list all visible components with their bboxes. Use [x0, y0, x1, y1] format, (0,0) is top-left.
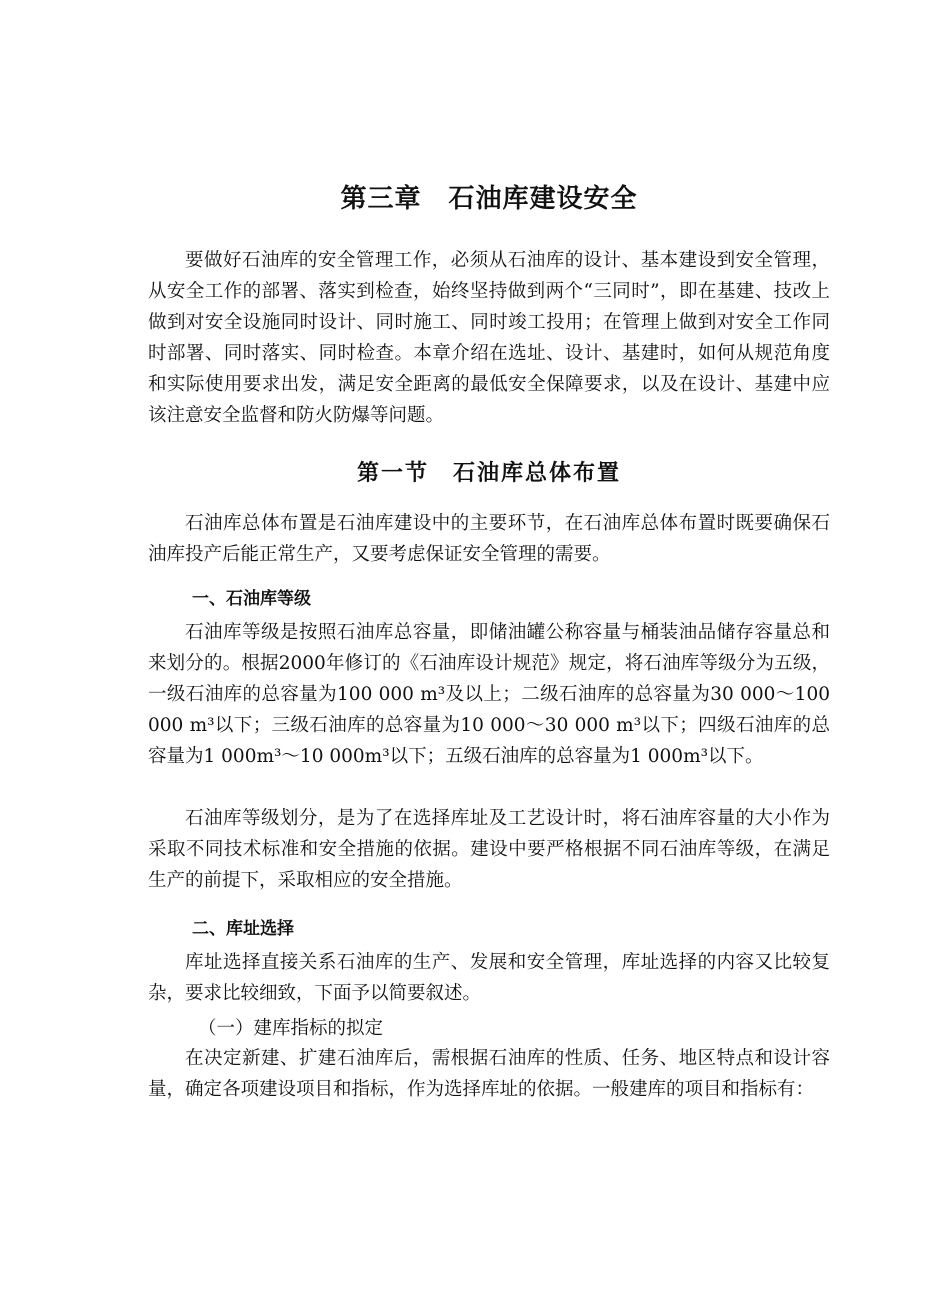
paragraph-grade-definition: 石油库等级是按照石油库总容量，即储油罐公称容量与桶装油品储存容量总和来划分的。根据2000年修订的《石油库设计规范》规定，将石油库等级分为五级，一级石油库的总容量为100 000 m³及以上；二级石油库的总容量为30 000～100 000 m³以下；三级石油库的总容量为10 000～30 000 m³以下；四级石油库的总容量为1 000m³～10 000m³以下；五级石油库的总容量为1 000m³以下。	[148, 622, 830, 767]
section-title: 第一节 石油库总体布置	[356, 460, 621, 486]
subheading-construction-indicators: （一）建库指标的拟定	[198, 1018, 384, 1039]
heading-oil-depot-grades: 一、石油库等级	[192, 589, 311, 609]
paragraph-grade-purpose: 石油库等级划分，是为了在选择库址及工艺设计时，将石油库容量的大小作为采取不同技术标准和安全措施的依据。建设中要严格根据不同石油库等级，在满足生产的前提下，采取相应的安全措施。	[148, 808, 830, 891]
chapter-intro-paragraph: 要做好石油库的安全管理工作，必须从石油库的设计、基本建设到安全管理，从安全工作的部署、落实到检查，始终坚持做到两个“三同时”，即在基建、技改上做到对安全设施同时设计、同时施工、同时竣工投用；在管理上做到对安全工作同时部署、同时落实、同时检查。本章介绍在选址、设计、基建时，如何从规范角度和实际使用要求出发，满足安全距离的最低安全保障要求，以及在设计、基建中应该注意安全监督和防火防爆等问题。	[148, 250, 830, 426]
section-intro-paragraph: 石油库总体布置是石油库建设中的主要环节，在石油库总体布置时既要确保石油库投产后能正常生产，又要考虑保证安全管理的需要。	[148, 513, 830, 565]
paragraph-site-selection: 库址选择直接关系石油库的生产、发展和安全管理，库址选择的内容又比较复杂，要求比较细致，下面予以简要叙述。	[148, 952, 830, 1004]
chapter-title: 第三章 石油库建设安全	[340, 184, 638, 214]
paragraph-construction-indicators: 在决定新建、扩建石油库后，需根据石油库的性质、任务、地区特点和设计容量，确定各项建设项目和指标，作为选择库址的依据。一般建库的项目和指标有：	[148, 1048, 830, 1100]
heading-site-selection: 二、库址选择	[192, 919, 294, 939]
